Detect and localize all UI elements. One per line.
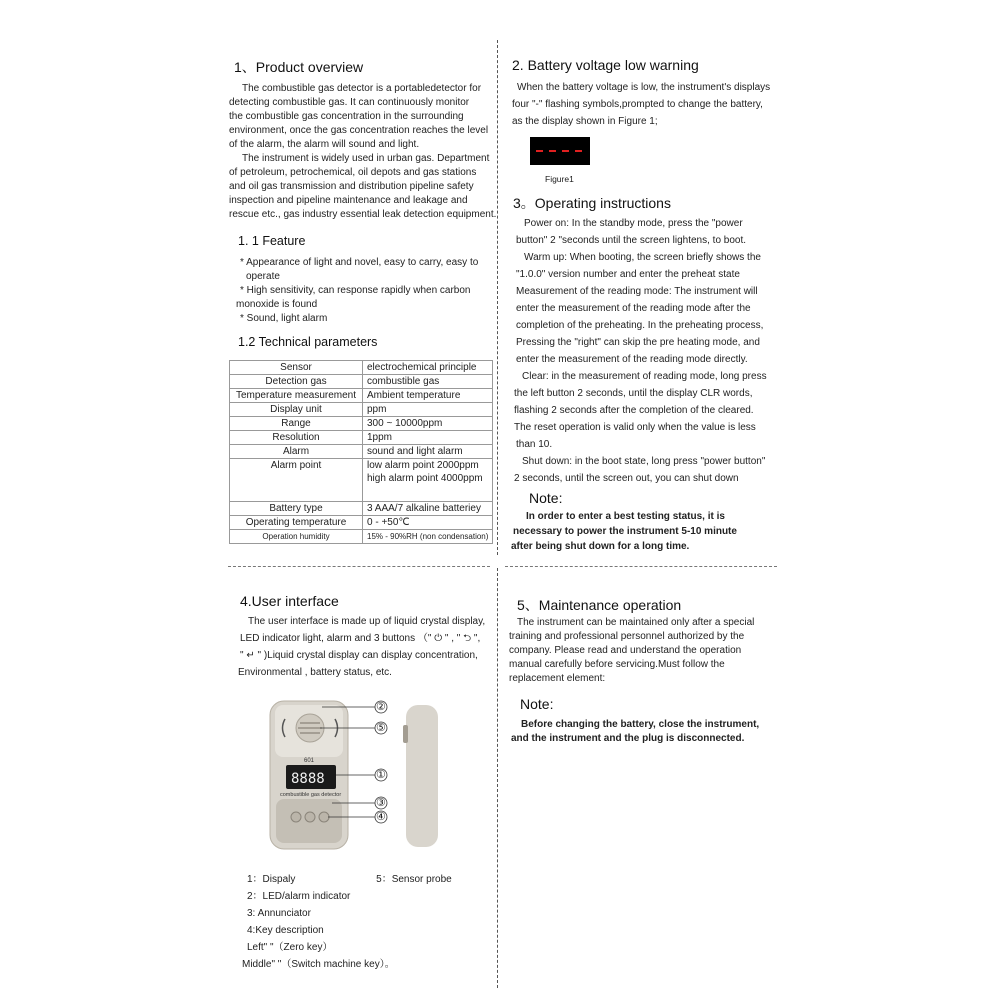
param-value: 0 - +50℃	[363, 516, 493, 530]
section3-line: button" 2 "seconds until the screen lightens, to boot.	[516, 235, 747, 246]
dash-segment	[536, 150, 543, 152]
param-value-line: high alarm point 4000ppm	[367, 473, 483, 484]
section4-line: Environmental , battery status, etc.	[238, 667, 392, 678]
device-model-text: 601	[304, 758, 315, 764]
section2-body	[512, 79, 770, 130]
param-value: ppm	[363, 403, 493, 417]
section3-note	[511, 509, 737, 554]
legend-item	[242, 871, 452, 888]
horizontal-divider-right	[505, 566, 777, 567]
section5-line: company. Please read and understand the operation	[509, 645, 742, 656]
callout-2-label: ②	[376, 701, 386, 713]
table-row	[230, 417, 493, 431]
section2-line: as the display shown in Figure 1;	[512, 116, 658, 127]
table-row	[230, 516, 493, 530]
section5-line: training and professional personnel authorized by the	[509, 631, 745, 642]
section3-note-title: Note:	[529, 490, 563, 506]
left-zero-key-button[interactable]	[291, 812, 301, 822]
section3-line: Clear: in the measurement of reading mode, long press	[522, 371, 767, 382]
vertical-divider-bottom	[497, 568, 498, 988]
device-label-text: combustible gas detector	[280, 792, 342, 798]
callout-1-label: ①	[376, 769, 386, 781]
feature-item: monoxide is found	[236, 299, 318, 310]
section5-line: replacement element:	[509, 673, 606, 684]
param-key: Display unit	[230, 403, 363, 417]
section1-title: 1、Product overview	[234, 59, 364, 75]
legend-item: 2：LED/alarm indicator	[247, 891, 351, 902]
table-row	[230, 375, 493, 389]
section5-line: The instrument can be maintained only after a special	[517, 617, 755, 628]
legend-item: Middle" "（Switch machine key）。	[242, 959, 395, 970]
section3-line: flashing 2 seconds after the completion of the cleared.	[514, 405, 754, 416]
legend-display: 1：Dispaly	[247, 874, 296, 885]
legend-item: Left" "（Zero key）	[247, 942, 333, 953]
param-value: Ambient temperature	[363, 389, 493, 403]
section4-line: LED indicator light, alarm and 3 buttons （" ⏻ " , " ⮌ ",	[240, 633, 481, 644]
device-side-view	[406, 705, 438, 847]
param-value: 1ppm	[363, 431, 493, 445]
param-value: 3 AAA/7 alkaline batteriey	[363, 502, 493, 516]
section3-line: completion of the preheating. In the preheating process,	[516, 320, 764, 331]
section1-line: The instrument is widely used in urban gas. Department	[242, 153, 490, 164]
section3-line: Measurement of the reading mode: The instrument will	[516, 286, 758, 297]
table-row	[230, 459, 493, 502]
section1-line: rescue etc., gas industry essential leak detection equipment.	[229, 209, 497, 220]
section3-body	[514, 215, 767, 487]
param-value: combustible gas	[363, 375, 493, 389]
section3-line: "1.0.0" version number and enter the preheat state	[516, 269, 740, 280]
section1-line: the combustible gas concentration in the surrounding	[229, 111, 464, 122]
section5-line: manual carefully before servicing.Must follow the	[509, 659, 725, 670]
dash-segment	[549, 150, 556, 152]
section3-line: 2 seconds, until the screen out, you can shut down	[514, 473, 739, 484]
callout-4-label: ④	[376, 811, 386, 823]
section5-body	[509, 616, 754, 686]
table-row	[230, 502, 493, 516]
table-row	[230, 431, 493, 445]
tech-title: 1.2 Technical parameters	[238, 335, 378, 349]
middle-power-key-button[interactable]	[305, 812, 315, 822]
section3-line: than 10.	[516, 439, 553, 450]
param-value: 300 ~ 10000ppm	[363, 417, 493, 431]
section5-note-title: Note:	[520, 696, 554, 712]
legend-item: 4:Key description	[247, 925, 324, 936]
feature-item: operate	[246, 271, 280, 282]
section3-line: enter the measurement of the reading mode after the	[516, 303, 751, 314]
feature-item: * Appearance of light and novel, easy to carry, easy to	[240, 257, 479, 268]
section3-line: Warm up: When booting, the screen briefly shows the	[524, 252, 761, 263]
section4-line: " ↵ " )Liquid crystal display can display concentration,	[240, 650, 478, 661]
section3-line: enter the measurement of the reading mode directly.	[516, 354, 748, 365]
section3-title: 3。Operating instructions	[513, 195, 671, 211]
table-row	[230, 403, 493, 417]
param-key: Battery type	[230, 502, 363, 516]
feature-item: * Sound, light alarm	[240, 313, 328, 324]
param-value: electrochemical principle	[363, 361, 493, 375]
lcd-digits: 8888	[291, 771, 325, 787]
section5-title: 5、Maintenance operation	[517, 597, 682, 613]
param-key: Alarm	[230, 445, 363, 459]
feature-title: 1. 1 Feature	[238, 234, 306, 248]
section4-line: The user interface is made up of liquid crystal display,	[248, 616, 486, 627]
param-key: Operating temperature	[230, 516, 363, 530]
param-key: Detection gas	[230, 375, 363, 389]
device-illustration	[260, 695, 480, 855]
section3-line: Power on: In the standby mode, press the "power	[524, 218, 743, 229]
param-value	[363, 459, 493, 502]
param-key: Range	[230, 417, 363, 431]
figure1-caption: Figure1	[545, 174, 574, 184]
param-key: Resolution	[230, 431, 363, 445]
table-row	[230, 389, 493, 403]
section5-note	[511, 718, 759, 746]
section1-line: The combustible gas detector is a portabledetector for	[242, 83, 482, 94]
section2-title: 2. Battery voltage low warning	[512, 57, 699, 73]
section1-line: detecting combustible gas. It can continuously monitor	[229, 97, 470, 108]
param-value-line: low alarm point 2000ppm	[367, 460, 479, 471]
table-row	[230, 445, 493, 459]
table-row	[230, 530, 493, 544]
section3-line: the left button 2 seconds, until the display CLR words,	[514, 388, 753, 399]
horizontal-divider-left	[228, 566, 490, 567]
section1-line: of the alarm, the alarm will sound and light.	[229, 139, 420, 150]
table-row	[230, 361, 493, 375]
note-line: Before changing the battery, close the instrument,	[521, 719, 760, 730]
tech-parameters-table	[229, 360, 493, 544]
section1-line: of petroleum, petrochemical, oil depots and gas stations	[229, 167, 477, 178]
feature-list	[236, 256, 478, 326]
note-line: after being shut down for a long time.	[511, 541, 690, 552]
param-key: Alarm point	[230, 459, 363, 502]
section3-line: Pressing the "right" can skip the pre heating mode, and	[516, 337, 760, 348]
section3-line: Shut down: in the boot state, long press "power button"	[522, 456, 766, 467]
param-value: sound and light alarm	[363, 445, 493, 459]
figure1-low-battery-display	[530, 137, 590, 165]
right-key-button[interactable]	[319, 812, 329, 822]
side-clip	[403, 725, 408, 743]
section1-line: inspection and pipeline maintenance and leakage and	[229, 195, 468, 206]
section4-body	[238, 613, 485, 681]
param-key: Sensor	[230, 361, 363, 375]
section3-line: The reset operation is valid only when the value is less	[514, 422, 756, 433]
param-key: Temperature measurement	[230, 389, 363, 403]
note-line: In order to enter a best testing status, it is	[526, 511, 725, 522]
legend-item: 3: Annunciator	[247, 908, 311, 919]
section2-line: When the battery voltage is low, the instrument's displays	[517, 82, 771, 93]
param-key: Operation humidity	[230, 530, 363, 544]
vertical-divider-top	[497, 40, 498, 555]
device-legend	[242, 871, 452, 973]
feature-item: * High sensitivity, can response rapidly when carbon	[240, 285, 471, 296]
section1-line: and oil gas transmission and distribution pipeline safety	[229, 181, 474, 192]
callout-3-label: ③	[376, 797, 386, 809]
section4-title: 4.User interface	[240, 593, 339, 609]
legend-sensor-probe: 5：Sensor probe	[376, 874, 452, 885]
dash-segment	[562, 150, 569, 152]
section1-body	[229, 82, 496, 222]
note-line: necessary to power the instrument 5-10 minute	[513, 526, 737, 537]
param-value: 15% - 90%RH (non condensation)	[363, 530, 493, 544]
note-line: and the instrument and the plug is disconnected.	[511, 733, 745, 744]
callout-5-label: ⑤	[376, 722, 386, 734]
section1-line: environment, once the gas concentration reaches the level	[229, 125, 489, 136]
dash-segment	[575, 150, 582, 152]
section2-line: four "-" flashing symbols,prompted to change the battery,	[512, 99, 763, 110]
